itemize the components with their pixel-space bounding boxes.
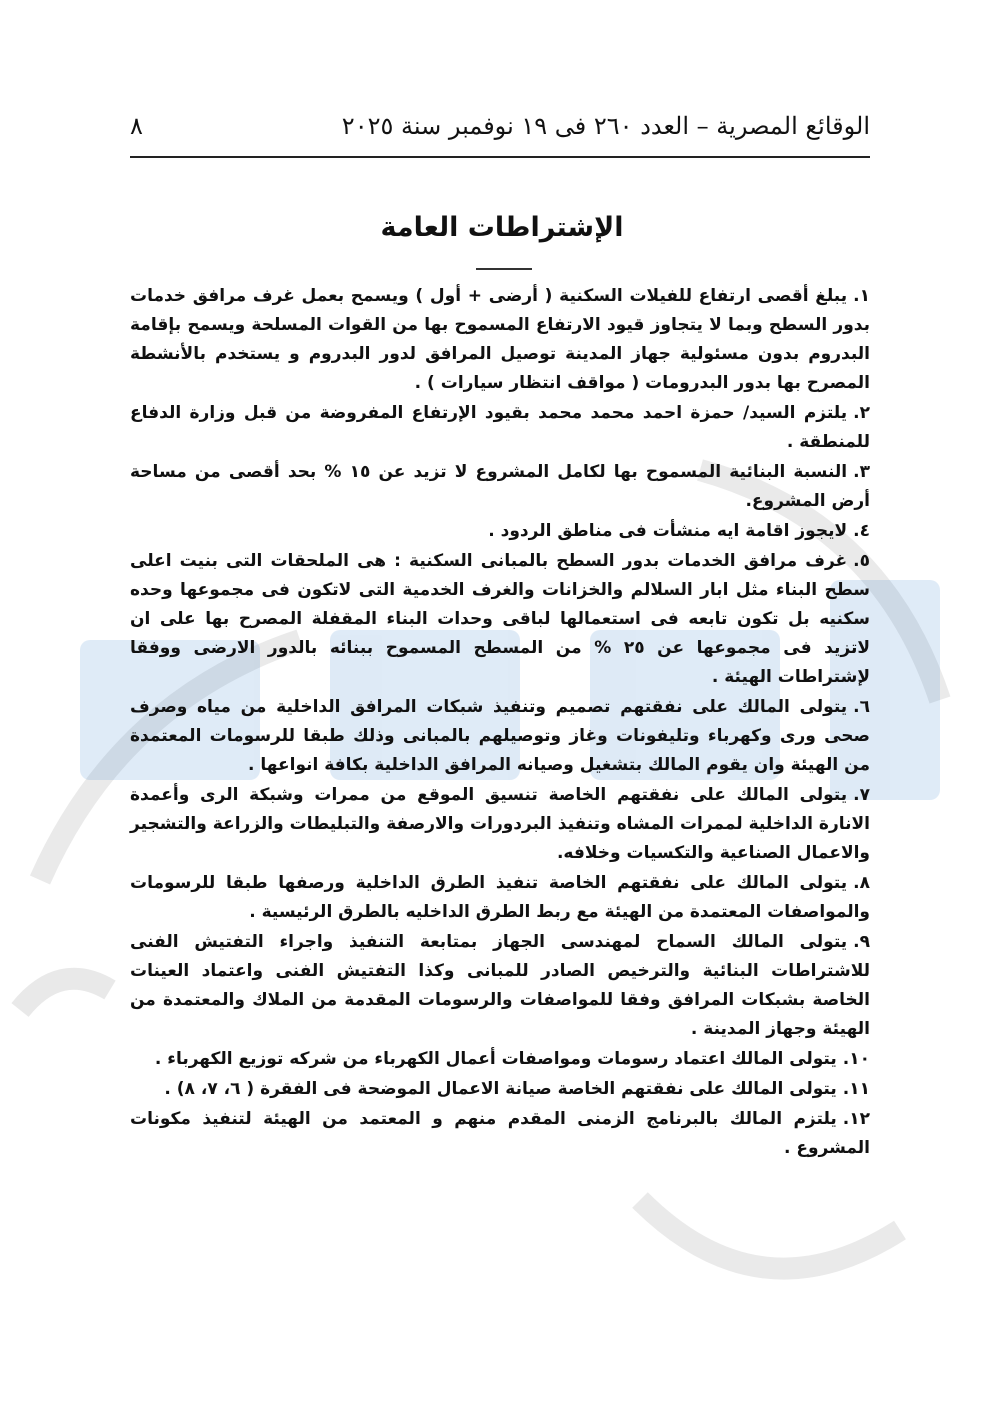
clause-number: ٨. xyxy=(853,873,870,893)
clause-number: ٩. xyxy=(853,932,870,952)
clause-item xyxy=(130,781,870,868)
clause-item xyxy=(130,399,870,457)
clause-item xyxy=(130,928,870,1044)
clause-number: ٥. xyxy=(853,551,870,571)
clause-number: ٤. xyxy=(853,521,870,541)
title-underline xyxy=(476,268,532,270)
clause-number: ١٠. xyxy=(842,1049,870,1069)
clause-item xyxy=(130,547,870,692)
clause-text: النسبة البنائية المسموح بها لكامل المشروع لا تزيد عن ١٥ % بحد أقصى من مساحة أرض المشروع. xyxy=(130,462,870,511)
clause-text: يتولى المالك على نفقتهم الخاصة تنفيذ الطرق الداخلية ورصفها طبقا للرسومات والمواصفات المعتمدة من الهيئة مع ربط الطرق الداخليه بالطرق الرئيسية . xyxy=(130,873,870,922)
clause-item xyxy=(130,282,870,398)
clause-item xyxy=(130,1105,870,1163)
clause-item xyxy=(130,517,870,546)
section-title: الإشتراطات العامة xyxy=(380,212,624,243)
clause-number: ٧. xyxy=(853,785,870,805)
clause-number: ٣. xyxy=(853,462,870,482)
clause-number: ١١. xyxy=(842,1079,870,1099)
page-number: ٨ xyxy=(130,112,143,140)
clause-number: ١٢. xyxy=(842,1109,870,1129)
clause-text: يتولى المالك السماح لمهندسى الجهاز بمتابعة التنفيذ واجراء التفتيش الفنى للاشتراطات البنائية والترخيص الصادر للمبانى وكذا التفتيش الفنى واعتماد العينات الخاصة بشبكات المرافق وفقا للمواصفات والرسومات المقدمة من الملاك والمعتمدة من الهيئة وجهاز المدينة . xyxy=(130,932,870,1039)
clause-item xyxy=(130,869,870,927)
clause-text: يلتزم السيد/ حمزة احمد محمد محمد بقيود الإرتفاع المفروضة من قبل وزارة الدفاع للمنطقة . xyxy=(130,403,870,452)
clause-text: يتولى المالك على نفقتهم الخاصة صيانة الاعمال الموضحة فى الفقرة ( ٦، ٧، ٨) . xyxy=(164,1079,837,1099)
clause-text: يتولى المالك على نفقتهم تصميم وتنفيذ شبكات المرافق الداخلية من مياه وصرف صحى ورى وكهرباء وتليفونات وغاز وتوصيلهم بالمبانى وذلك طبقا للرسومات المعتمدة من الهيئة وان يقوم المالك بتشغيل وصيانه المرافق الداخلية بكافة انواعها . xyxy=(130,697,870,775)
running-title: الوقائع المصرية – العدد ٢٦٠ فى ١٩ نوفمبر سنة ٢٠٢٥ xyxy=(341,112,870,140)
clause-text: يتولى المالك على نفقتهم الخاصة تنسيق الموقع من ممرات وشبكة الرى وأعمدة الانارة الداخلية لممرات المشاه وتنفيذ البردورات والارصفة والتبليطات والزراعة والتشجير والاعمال الصناعية والتكسيات وخلافه. xyxy=(130,785,870,863)
page-header xyxy=(130,112,870,140)
clause-item xyxy=(130,1075,870,1104)
clause-text: لايجوز اقامة ايه منشأت فى مناطق الردود . xyxy=(488,521,848,541)
clause-item xyxy=(130,458,870,516)
clause-number: ٢. xyxy=(853,403,870,423)
clause-item xyxy=(130,1045,870,1074)
clause-text: يبلغ أقصى ارتفاع للفيلات السكنية ( أرضى + أول ) ويسمح بعمل غرف مرافق خدمات بدور السطح وبما لا يتجاوز قيود الارتفاع المسموح بها من القوات المسلحة ويسمح بإقامة البدروم بدون مسئولية جهاز المدينة توصيل المرافق لدور البدروم و يستخدم بالأنشطة المصرح بها بدور البدرومات ( مواقف انتظار سيارات ) . xyxy=(130,286,870,393)
clause-text: غرف مرافق الخدمات بدور السطح بالمبانى السكنية : هى الملحقات التى بنيت اعلى سطح البناء مثل ابار السلالم والخزانات والغرف الخدمية التى لاتكون فى مجموعها وحده سكنيه بل تكون تابعه فى استعمالها لباقى وحدات البناء المقفلة المصرح بها على ان لاتزيد فى مجموعها عن ٢٥ % من المسطح المسموح ببنائه بالدور الارضى ووفقا لإشتراطات الهيئة . xyxy=(130,551,870,687)
clause-text: يلتزم المالك بالبرنامج الزمنى المقدم منهم و المعتمد من الهيئة لتنفيذ مكونات المشروع . xyxy=(130,1109,870,1158)
header-divider xyxy=(130,156,870,158)
clause-item xyxy=(130,693,870,780)
clause-number: ١. xyxy=(853,286,870,306)
clause-number: ٦. xyxy=(853,697,870,717)
conditions-list xyxy=(130,282,870,1164)
clause-text: يتولى المالك اعتماد رسومات ومواصفات أعمال الكهرباء من شركه توزيع الكهرباء . xyxy=(154,1049,837,1069)
